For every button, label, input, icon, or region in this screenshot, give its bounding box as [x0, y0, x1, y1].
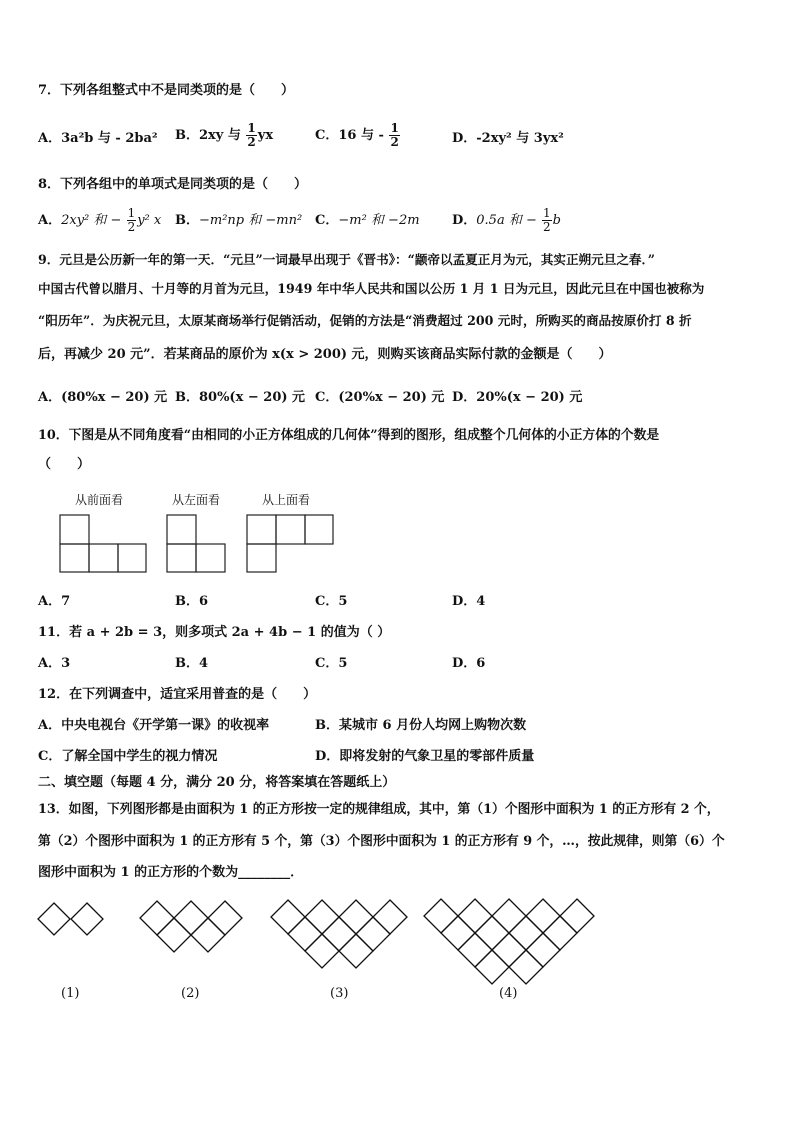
pattern-figure-3: [271, 899, 411, 974]
q7-stem: 7．下列各组整式中不是同类项的是（ ）: [38, 83, 295, 98]
figure-caption-4: (4): [499, 986, 518, 1001]
figure-caption-2: (2): [181, 986, 200, 1001]
q9-line4: 后，再减少 20 元”．若某商品的原价为 x(x > 200) 元，则购买该商品实际付款的金额是（ ）: [38, 347, 612, 362]
q10-option-a[interactable]: A．7: [38, 594, 71, 609]
q8-option-d[interactable]: D．0.5a 和 − $\frac{1}{2}$ b: [452, 206, 561, 234]
q12-option-c[interactable]: C．了解全国中学生的视力情况: [38, 749, 218, 764]
q11-option-d[interactable]: D．6: [452, 656, 486, 671]
q13-line1: 13．如图，下列图形都是由面积为 1 的正方形按一定的规律组成，其中，第（1）个图形中面积为 1 的正方形有 2 个，: [38, 802, 720, 817]
q9-option-a[interactable]: A．(80%x − 20) 元: [38, 390, 168, 405]
q7-option-c[interactable]: C．16 与 - $\frac{1}{2}$: [315, 121, 399, 149]
q7-option-a[interactable]: A．3a²b 与 - 2ba²: [38, 131, 158, 146]
q12-stem: 12．在下列调查中，适宜采用普查的是（ ）: [38, 687, 317, 702]
view-left-label: 从左面看: [172, 493, 221, 507]
q12-option-d[interactable]: D．即将发射的气象卫星的零部件质量: [315, 749, 535, 764]
figure-caption-3: (3): [330, 986, 349, 1001]
q8-option-b[interactable]: B．−m²np 和 −mn²: [175, 213, 303, 228]
top-view-figure: [246, 514, 336, 574]
pattern-figure-4: [424, 898, 596, 988]
left-view-figure: [166, 514, 228, 574]
q11-stem: 11．若 a + 2b = 3，则多项式 2a + 4b − 1 的值为（ ）: [38, 625, 391, 640]
section-heading: 二、填空题（每题 4 分，满分 20 分，将答案填在答题纸上）: [38, 775, 396, 790]
front-view-figure: [59, 514, 149, 574]
q9-option-b[interactable]: B．80%(x − 20) 元: [175, 390, 306, 405]
q10-line2: （ ）: [38, 457, 91, 472]
view-top-label: 从上面看: [262, 493, 311, 507]
view-front-label: 从前面看: [75, 493, 124, 507]
q10-option-b[interactable]: B．6: [175, 594, 209, 609]
q12-option-a[interactable]: A．中央电视台《开学第一课》的收视率: [38, 718, 270, 733]
q10-line1: 10．下图是从不同角度看“由相同的小正方体组成的几何体”得到的图形，组成整个几何体的小正方体的个数是: [38, 428, 660, 443]
q9-line2: 中国古代曾以腊月、十月等的月首为元旦，1949 年中华人民共和国以公历 1 月 1 日为元旦，因此元旦在中国也被称为: [38, 281, 705, 296]
q9-option-d[interactable]: D．20%(x − 20) 元: [452, 390, 583, 405]
q8-option-c[interactable]: C．−m² 和 −2m: [315, 213, 420, 228]
q7-option-b[interactable]: B．2xy 与 $\frac{1}{2}$ yx: [175, 121, 274, 149]
q8-option-a[interactable]: A．2xy² 和 − $\frac{1}{2}$ y² x: [38, 206, 162, 234]
pattern-figure-1: [38, 902, 108, 942]
q9-line3: “阳历年”．为庆祝元旦，太原某商场举行促销活动，促销的方法是“消费超过 200 元时，所购买的商品按原价打 8 折: [38, 313, 692, 328]
q11-option-c[interactable]: C．5: [315, 656, 348, 671]
q10-option-c[interactable]: C．5: [315, 594, 348, 609]
q9-option-c[interactable]: C．(20%x − 20) 元: [315, 390, 445, 405]
q13-line2: 第（2）个图形中面积为 1 的正方形有 5 个，第（3）个图形中面积为 1 的正方形有 9 个，…，按此规律，则第（6）个: [38, 834, 725, 849]
q7-option-d[interactable]: D．-2xy² 与 3yx²: [452, 131, 564, 146]
q8-stem: 8．下列各组中的单项式是同类项的是（ ）: [38, 177, 308, 192]
pattern-figure-2: [140, 900, 244, 955]
q10-option-d[interactable]: D．4: [452, 594, 486, 609]
q13-line3: 图形中面积为 1 的正方形的个数为________．: [38, 865, 304, 880]
figure-caption-1: (1): [61, 986, 80, 1001]
q11-option-a[interactable]: A．3: [38, 656, 71, 671]
q12-option-b[interactable]: B．某城市 6 月份人均网上购物次数: [315, 718, 527, 733]
q9-line1: 9．元旦是公历新一年的第一天．“元旦”一词最早出现于《晋书》：“颛帝以孟夏正月为元，其实正朔元旦之春．”: [38, 252, 656, 267]
q11-option-b[interactable]: B．4: [175, 656, 209, 671]
